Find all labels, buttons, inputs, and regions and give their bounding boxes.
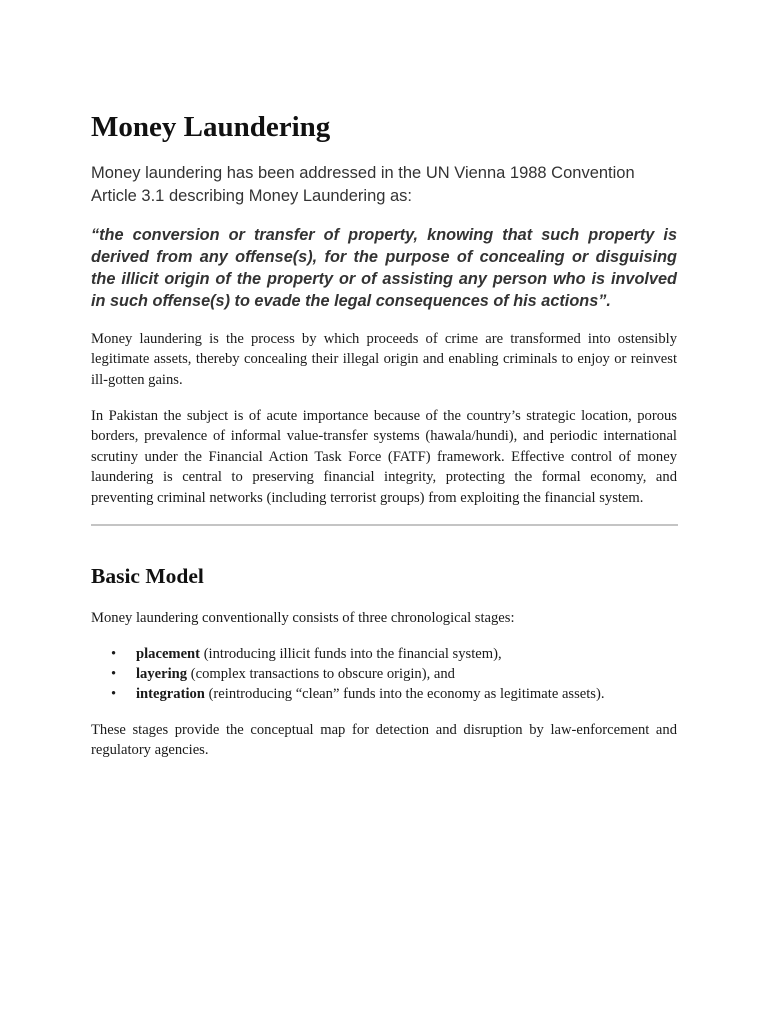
stages-list — [91, 644, 677, 705]
section-heading-basic-model: Basic Model — [91, 564, 204, 588]
stages-lead-paragraph: Money laundering conventionally consists of three chronological stages: — [91, 610, 515, 626]
stage-description: (reintroducing “clean” funds into the economy as legitimate assets). — [204, 686, 605, 703]
list-item-placement — [91, 644, 677, 664]
bullet-icon: • — [111, 666, 117, 683]
convention-quote: “the conversion or transfer of property, knowing that such property is derived from any offense(s), for the purpose of concealing or disguising the illicit origin of the property or of assisting any person who is involved in such offense(s) to evade the legal consequences of his actions”. — [91, 226, 677, 310]
stage-term: placement — [136, 646, 201, 662]
section-divider — [91, 524, 678, 526]
definition-paragraph: Money laundering is the process by which proceeds of crime are transformed into ostensibly legitimate assets, thereby concealing their illegal origin and enabling criminals to enjoy or reinvest ill-gotten gains. — [91, 331, 677, 388]
intro-paragraph: Money laundering has been addressed in the UN Vienna 1988 Convention Article 3.1 describing Money Laundering as: — [91, 164, 635, 205]
page-title: Money Laundering — [91, 111, 331, 143]
pakistan-paragraph: In Pakistan the subject is of acute importance because of the country’s strategic location, porous borders, prevalence of informal value-transfer systems (hawala/hundi), and periodic international scrutiny under the Financial Action Task Force (FATF) framework. Effective control of money laundering is central to preserving financial integrity, protecting the formal economy, and preventing criminal networks (including terrorist groups) from exploiting the financial system. — [91, 408, 677, 506]
stage-description: (introducing illicit funds into the financial system), — [200, 646, 502, 662]
list-item-layering — [91, 664, 677, 684]
bullet-icon: • — [111, 686, 117, 703]
stage-term: integration — [136, 686, 205, 703]
stage-description: (complex transactions to obscure origin), and — [187, 666, 455, 683]
stage-term: layering — [136, 666, 188, 683]
closing-paragraph: These stages provide the conceptual map for detection and disruption by law-enforcement and regulatory agencies. — [91, 722, 677, 759]
list-item-integration — [91, 684, 677, 704]
bullet-icon: • — [111, 646, 117, 662]
